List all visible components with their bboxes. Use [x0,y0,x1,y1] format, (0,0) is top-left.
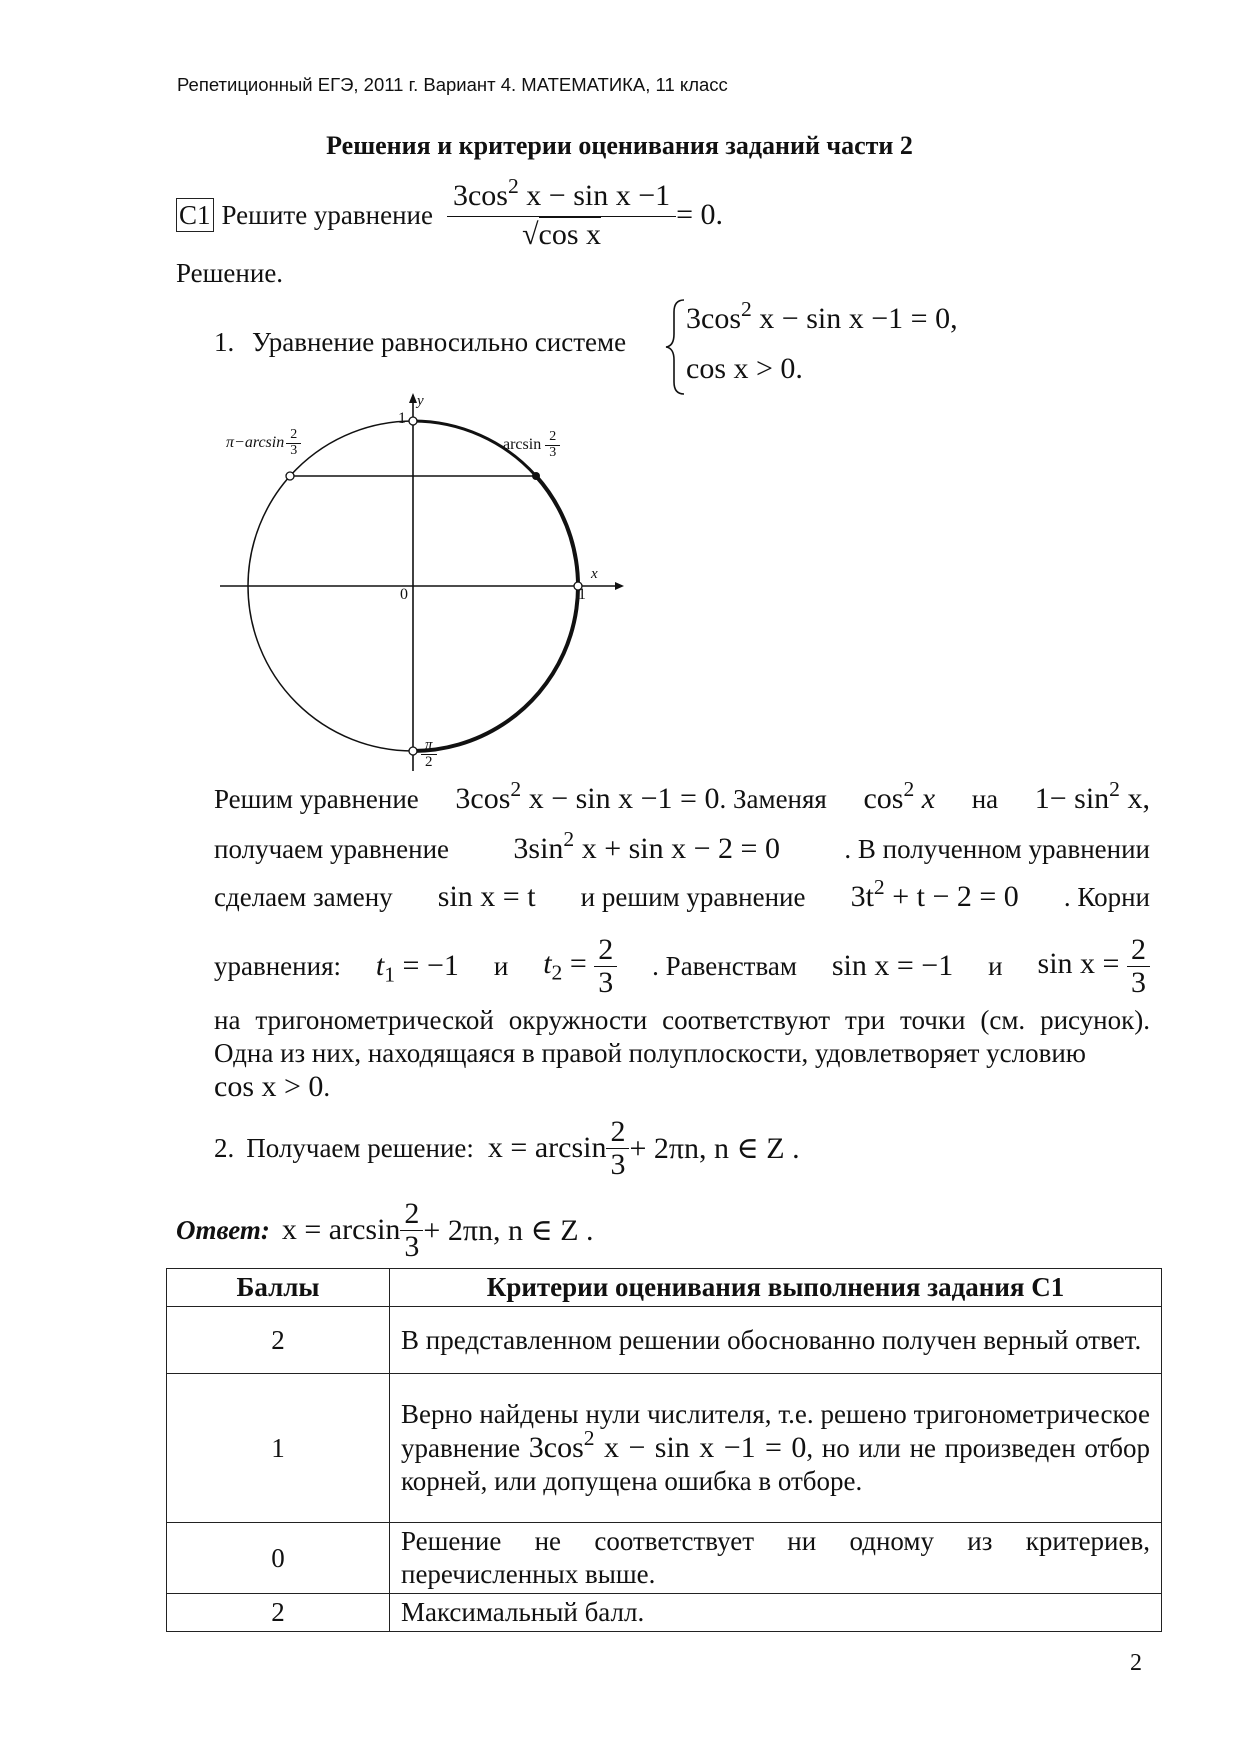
solution-arc [413,476,578,751]
para-line-3: сделаем замену sin x = t и решим уравнение $3t^2 + t - 2 = 0$ . Корни [214,875,1150,913]
step2: 2. Получаем решение: x = arcsin $\frac{2}{3}$ + 2πn, n ∈ Z . [214,1115,800,1181]
x-one-label: 1 [578,586,586,603]
criteria-table [166,1268,1162,1632]
task-prompt: Решите уравнение [221,199,433,230]
header-criteria: Критерии оценивания выполнения задания С1 [390,1269,1162,1307]
task-fraction: $\frac{3\cos^2 x - \sin x -1}{\text{√cos x}}$ [447,180,676,250]
solution-paragraph [214,777,1150,1104]
y-axis-label: y [417,393,424,409]
para-line-5: на тригонометрической окружности соответствуют три точки (см. рисунок). Одна из них, находящаяся в правой полуплоскости, удовлетворяет условию cos x > 0. [214,1005,1150,1103]
page-number: 2 [1130,1650,1142,1676]
para-line-1: Решим уравнение $3\cos^2$ x − sin x −1 = 0. Заменяя $\cos^2 x$ на $1- \sin^2 x$, [214,777,1150,815]
point-left [286,472,294,480]
table-header-row [167,1269,1162,1307]
right-point-label: arcsin $\frac{2}{3}$ [503,430,560,460]
para-line-2: получаем уравнение $3\sin^2$ x + sin x − 2 = 0 . В полученном уравнении [214,827,1150,865]
table-row: 2 Максимальный балл. [167,1594,1162,1632]
step1-label: 1. [214,327,235,357]
running-header: Репетиционный ЕГЭ, 2011 г. Вариант 4. МАТЕМАТИКА, 11 класс [177,74,728,95]
system-brace [664,298,688,401]
solution-label: Решение. [176,258,284,288]
para-line-4: уравнения: $t_1 = -1$ и $t_2$ = $\frac{2}{3}$ . Равенствам sin x = −1 и sin x = $\frac{2}{3}$ [214,930,1150,1002]
table-row: 0 Решение не соответствует ни одному из критериев, перечисленных выше. [167,1523,1162,1594]
left-point-label: π−arcsin $\frac{2}{3}$ [226,428,301,458]
origin-label: 0 [400,586,408,603]
y-one-label: 1 [398,410,406,427]
page-title: Решения и критерии оценивания заданий части 2 [326,131,913,160]
system-line-1: $3\cos^2$ x − sin x −1 = 0, [686,297,958,335]
table-row: 1 Верно найдены нули числителя, т.е. решено тригонометрическое уравнение $3\cos^2$ x − sin x −1 = 0, но или не произведен отбор корней, или допущена ошибка в отборе. [167,1374,1162,1523]
table-row: 2 В представленном решении обоснованно получен верный ответ. [167,1307,1162,1374]
point-bottom [409,747,417,755]
bottom-point-label: $\frac{\pi}{2}$ [421,738,437,771]
answer: Ответ: x = arcsin $\frac{2}{3}$ + 2πn, n ∈ Z . [176,1197,594,1263]
point-right [532,472,540,480]
task-label: С1 [176,198,214,232]
header-score: Баллы [167,1269,390,1307]
task-rhs: = 0. [676,198,724,231]
task-c1 [176,170,723,260]
system-line-2: cos x > 0. [686,352,803,385]
step1-text: Уравнение равносильно системе [252,327,627,357]
point-top [409,417,417,425]
x-axis-label: x [591,566,598,582]
